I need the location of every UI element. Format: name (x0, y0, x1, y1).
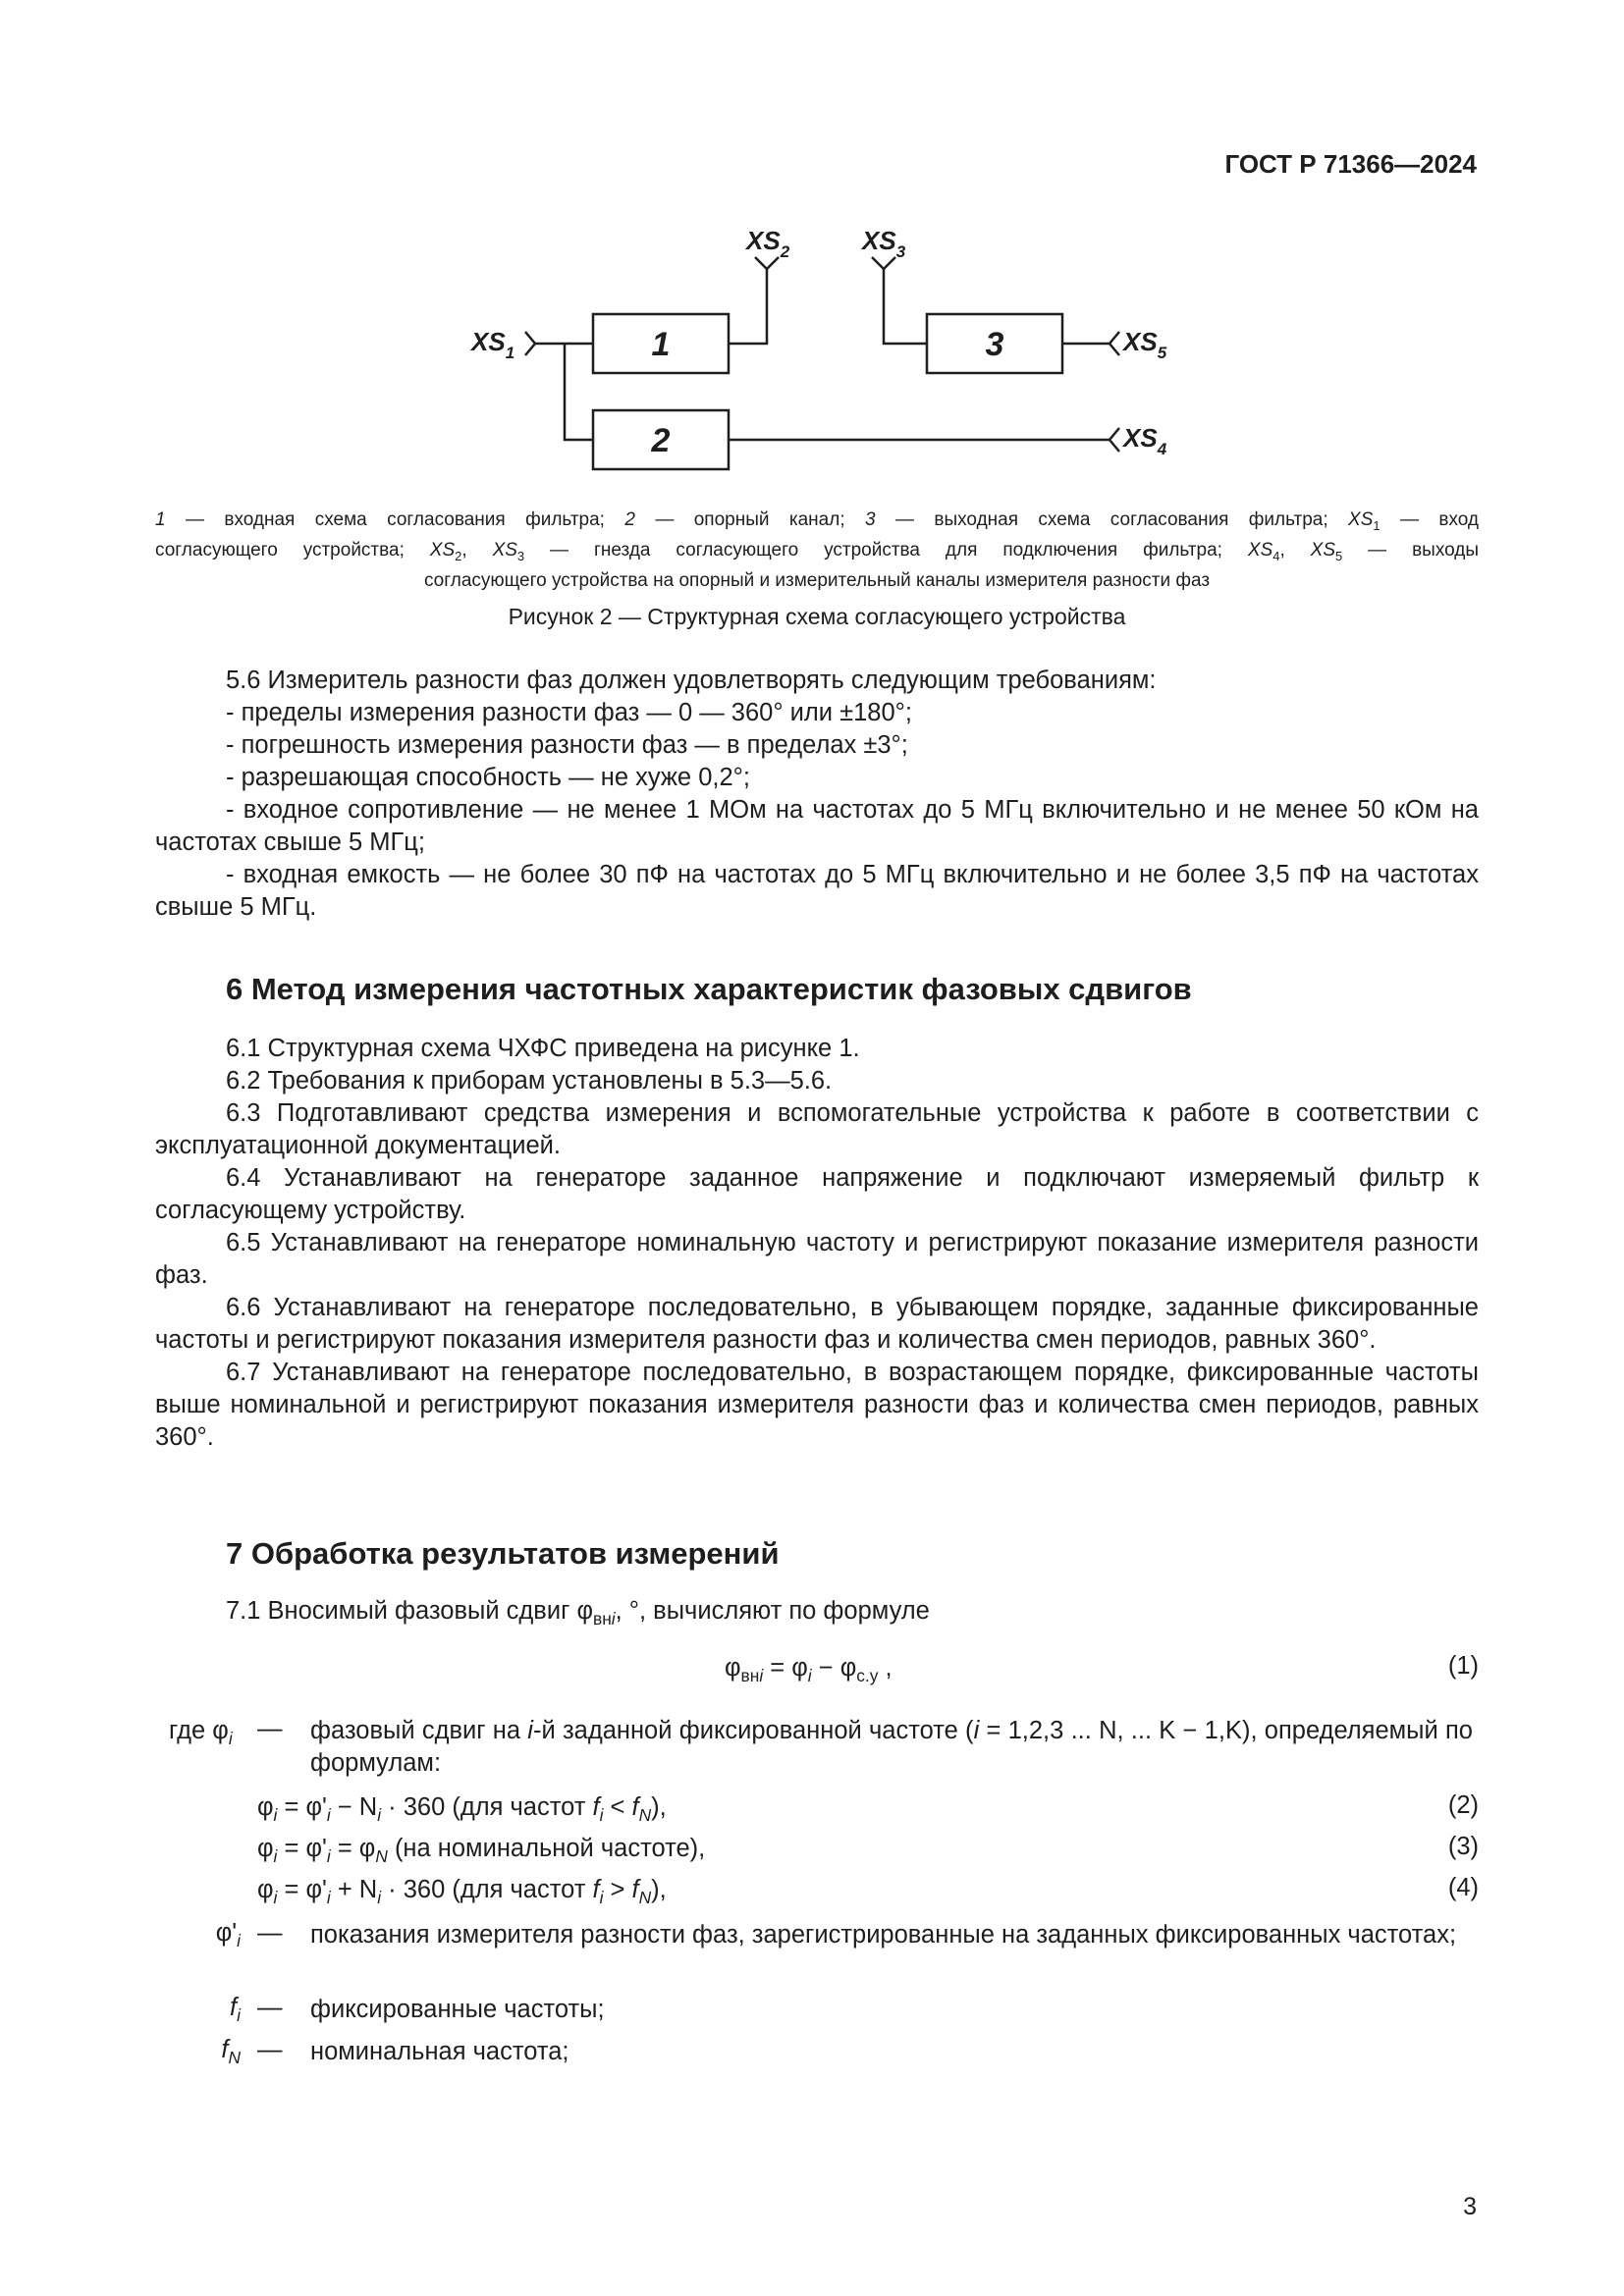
page-number: 3 (1463, 2193, 1477, 2220)
figure-legend (155, 507, 1479, 593)
def-dash: — (257, 1994, 283, 2021)
requirement-item: - входная емкость — не более 30 пФ на частотах до 5 МГц включительно и не более 3,5 пФ на частотах свыше 5 МГц. (155, 861, 1479, 921)
formula-2: $\varphi_i = \varphi'_i - N_i \cdot 360$ (для частот $f_i < f_N$), (257, 1793, 667, 1826)
legend-line-2: согласующего устройства; $XS_2$, $XS_3$ — гнезда согласующего устройства для подключения фильтра; $XS_4$, $XS_5$ — выходы (155, 539, 1479, 563)
def-symbol: $f_i$ (230, 1994, 241, 2026)
def-symbol: $f_N$ (221, 2036, 241, 2068)
paragraph: 6.2 Требования к приборам установлены в 5.3—5.6. (226, 1067, 833, 1095)
section-5-6 (155, 665, 1479, 924)
formula-3: $\varphi_i = \varphi'_i = \varphi_N$ (на номинальной частоте), (257, 1835, 706, 1867)
document-code: ГОСТ Р 71366—2024 (1224, 149, 1477, 179)
block-2-label: 2 (651, 422, 671, 459)
section-6-heading: 6 Метод измерения частотных характеристик фазовых сдвигов (226, 972, 1192, 1006)
requirement-item: - пределы измерения разности фаз — 0 — 360° или ±180°; (226, 699, 912, 726)
xs4-jack (1110, 428, 1119, 452)
legend-line-1: 1 — входная схема согласования фильтра; 2 — опорный канал; 3 — выходная схема согласования фильтра; $XS_1$ — вход (155, 509, 1479, 533)
xs3-jack (872, 257, 895, 269)
where-phi-i-symbol: где $\varphi_i$ (169, 1717, 233, 1749)
requirement-item: - погрешность измерения разности фаз — в пределах ±3°; (226, 731, 908, 759)
def-dash: — (257, 1715, 283, 1742)
section-7-heading: 7 Обработка результатов измерений (226, 1536, 780, 1571)
requirement-item: - входное сопротивление — не менее 1 МОм на частотах до 5 МГц включительно и не менее 50 кОм на частотах свыше 5 МГц; (155, 796, 1479, 856)
formula-1: $\varphi_{внi} = \varphi_i - \varphi_{с.у}$ , (725, 1654, 893, 1686)
paragraph: 6.1 Структурная схема ЧХФС приведена на рисунке 1. (226, 1035, 860, 1062)
paragraph: 6.4 Устанавливают на генераторе заданное напряжение и подключают измеряемый фильтр к согласующему устройству. (155, 1164, 1479, 1224)
def-dash: — (257, 2036, 283, 2063)
xs5-label: $XS_5$ (1123, 327, 1167, 362)
formula-4-number: (4) (1447, 1874, 1479, 1901)
paragraph-5-6-intro: 5.6 Измеритель разности фаз должен удовлетворять следующим требованиям: (226, 667, 1157, 694)
formula-4: $\varphi_i = \varphi'_i + N_i \cdot 360$ (для частот $f_i > f_N$), (257, 1876, 667, 1908)
xs3-label: $XS_3$ (862, 226, 906, 261)
xs1-jack (525, 332, 535, 355)
formula-3-number: (3) (1447, 1833, 1479, 1860)
def-text: фиксированные частоты; (310, 1996, 605, 2023)
def-text: номинальная частота; (310, 2038, 569, 2065)
paragraph: 6.5 Устанавливают на генераторе номинальную частоту и регистрируют показание измерителя разности фаз. (155, 1229, 1479, 1289)
xs1-label: $XS_1$ (471, 327, 515, 362)
paragraph-7-1: 7.1 Вносимый фазовый сдвиг $\varphi_{внi}$, °, вычисляют по формуле (226, 1597, 930, 1629)
section-6-body (155, 1033, 1479, 1454)
xs2-label: $XS_2$ (746, 226, 790, 261)
block-1-label: 1 (651, 326, 671, 363)
legend-line-3: согласующего устройства на опорный и измерительный каналы измерителя разности фаз (423, 569, 1211, 591)
xs4-label: $XS_4$ (1123, 423, 1167, 458)
xs2-jack (755, 257, 779, 269)
formula-2-number: (2) (1447, 1791, 1479, 1819)
paragraph: 6.6 Устанавливают на генераторе последовательно, в убывающем порядке, заданные фиксированные частоты и регистрируют показания измерителя разности фаз и количества смен периодов, равных 360°. (155, 1294, 1479, 1354)
def-text: показания измерителя разности фаз, зарегистрированные на заданных фиксированных частотах; (310, 1921, 1457, 1949)
block-3-label: 3 (985, 326, 1004, 363)
def-symbol: $\varphi'_i$ (215, 1919, 241, 1951)
paragraph: 6.7 Устанавливают на генераторе последовательно, в возрастающем порядке, фиксированные частоты выше номинальной и регистрируют показания измерителя разности фаз и количества смен периодов, равных 360°. (155, 1359, 1479, 1451)
def-phi-i: фазовый сдвиг на i-й заданной фиксированной частоте (i = 1,2,3 ... N, ... K − 1,K), определяемый по формулам: (310, 1717, 1473, 1777)
paragraph: 6.3 Подготавливают средства измерения и вспомогательные устройства к работе в соответствии с эксплуатационной документацией. (155, 1099, 1479, 1159)
figure-title: Рисунок 2 — Структурная схема согласующего устройства (508, 604, 1126, 629)
requirement-item: - разрешающая способность — не хуже 0,2°; (226, 764, 750, 791)
xs5-jack (1110, 332, 1119, 355)
def-dash: — (257, 1919, 283, 1947)
formula-1-number: (1) (1447, 1652, 1479, 1680)
structure-diagram (452, 218, 1198, 483)
